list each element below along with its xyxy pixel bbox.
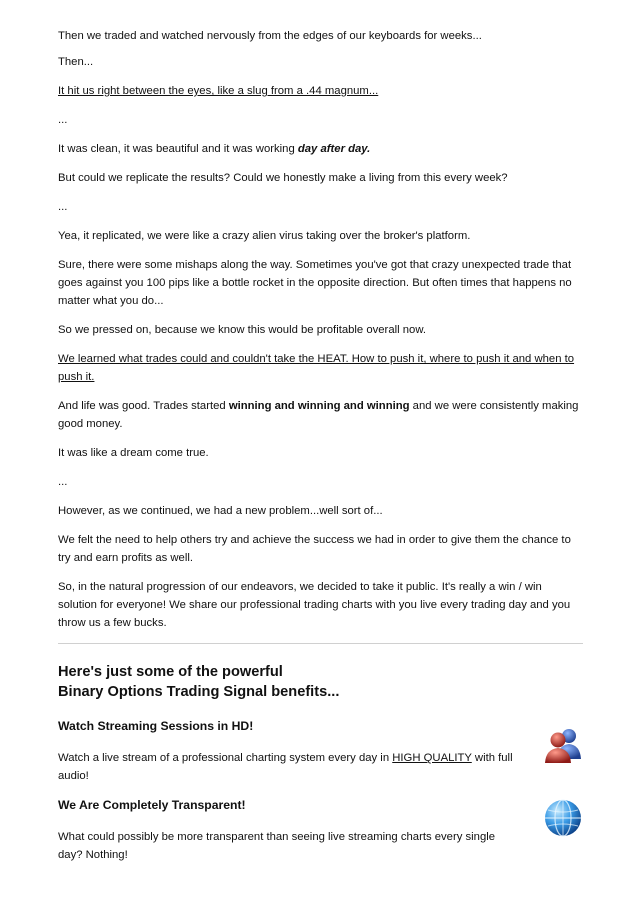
- text-run: with full audio!: [58, 752, 513, 782]
- paragraph: Sure, there were some mishaps along the way. Sometimes you've got that crazy unexpected trade that goes against you 100 pips like a bottle rocket in the opposite direction. But often times that happens no matter what you do...: [58, 259, 572, 307]
- paragraph: Yea, it replicated, we were like a crazy alien virus taking over the broker's platform.: [58, 230, 471, 242]
- paragraph: So we pressed on, because we know this would be profitable overall now.: [58, 324, 426, 336]
- benefit-title: We Are Completely Transparent!: [58, 798, 246, 812]
- heading-line: Binary Options Trading Signal benefits...: [58, 684, 340, 700]
- benefits-heading: [58, 662, 583, 702]
- benefit-text: [58, 749, 518, 785]
- text-run: It was clean, it was beautiful and it was working: [58, 143, 298, 155]
- paragraph: Then we traded and watched nervously from the edges of our keyboards for weeks...: [58, 30, 482, 42]
- paragraph: Then...: [58, 56, 94, 68]
- benefit-title: Watch Streaming Sessions in HD!: [58, 719, 254, 733]
- people-icon: [543, 725, 583, 765]
- text-run: And life was good. Trades started: [58, 400, 229, 412]
- paragraph: We felt the need to help others try and achieve the success we had in order to give them the chance to try and earn profits as well.: [58, 534, 571, 564]
- text-run: Watch a live stream of a professional charting system every day in: [58, 752, 393, 764]
- paragraph: But could we replicate the results? Could we honestly make a living from this every week?: [58, 172, 508, 184]
- heading-line: Here's just some of the powerful: [58, 664, 283, 680]
- ellipsis-paragraph: ...: [58, 476, 68, 488]
- benefit-text: What could possibly be more transparent than seeing live streaming charts every single day? Nothing!: [58, 831, 496, 861]
- section-divider: [58, 643, 583, 644]
- paragraph: It was like a dream come true.: [58, 447, 209, 459]
- paragraph: [58, 140, 583, 158]
- document-body: [58, 27, 583, 875]
- paragraph: However, as we continued, we had a new problem...well sort of...: [58, 505, 383, 517]
- paragraph: [58, 397, 583, 433]
- paragraph: [58, 82, 583, 100]
- underlined-text: We learned what trades could and couldn't take the HEAT. How to push it, where to push it and when to push it.: [58, 353, 575, 383]
- benefit-item-transparent: [58, 796, 583, 864]
- high-quality-link[interactable]: HIGH QUALITY: [392, 752, 472, 764]
- ellipsis-paragraph: ...: [58, 114, 68, 126]
- paragraph: [58, 350, 583, 386]
- paragraph: So, in the natural progression of our endeavors, we decided to take it public. It's really a win / win solution for everyone! We share our professional trading charts with you live every trading day and you throw us a few bucks.: [58, 581, 571, 629]
- bold-text: winning and winning and winning: [228, 400, 410, 412]
- underlined-text: It hit us right between the eyes, like a slug from a .44 magnum...: [58, 85, 379, 97]
- benefit-item-streaming: [58, 717, 583, 785]
- text-run: and we were consistently making good money.: [58, 400, 579, 430]
- globe-icon: [543, 798, 583, 838]
- emphasis-text: day after day.: [297, 143, 371, 155]
- ellipsis-paragraph: ...: [58, 201, 68, 213]
